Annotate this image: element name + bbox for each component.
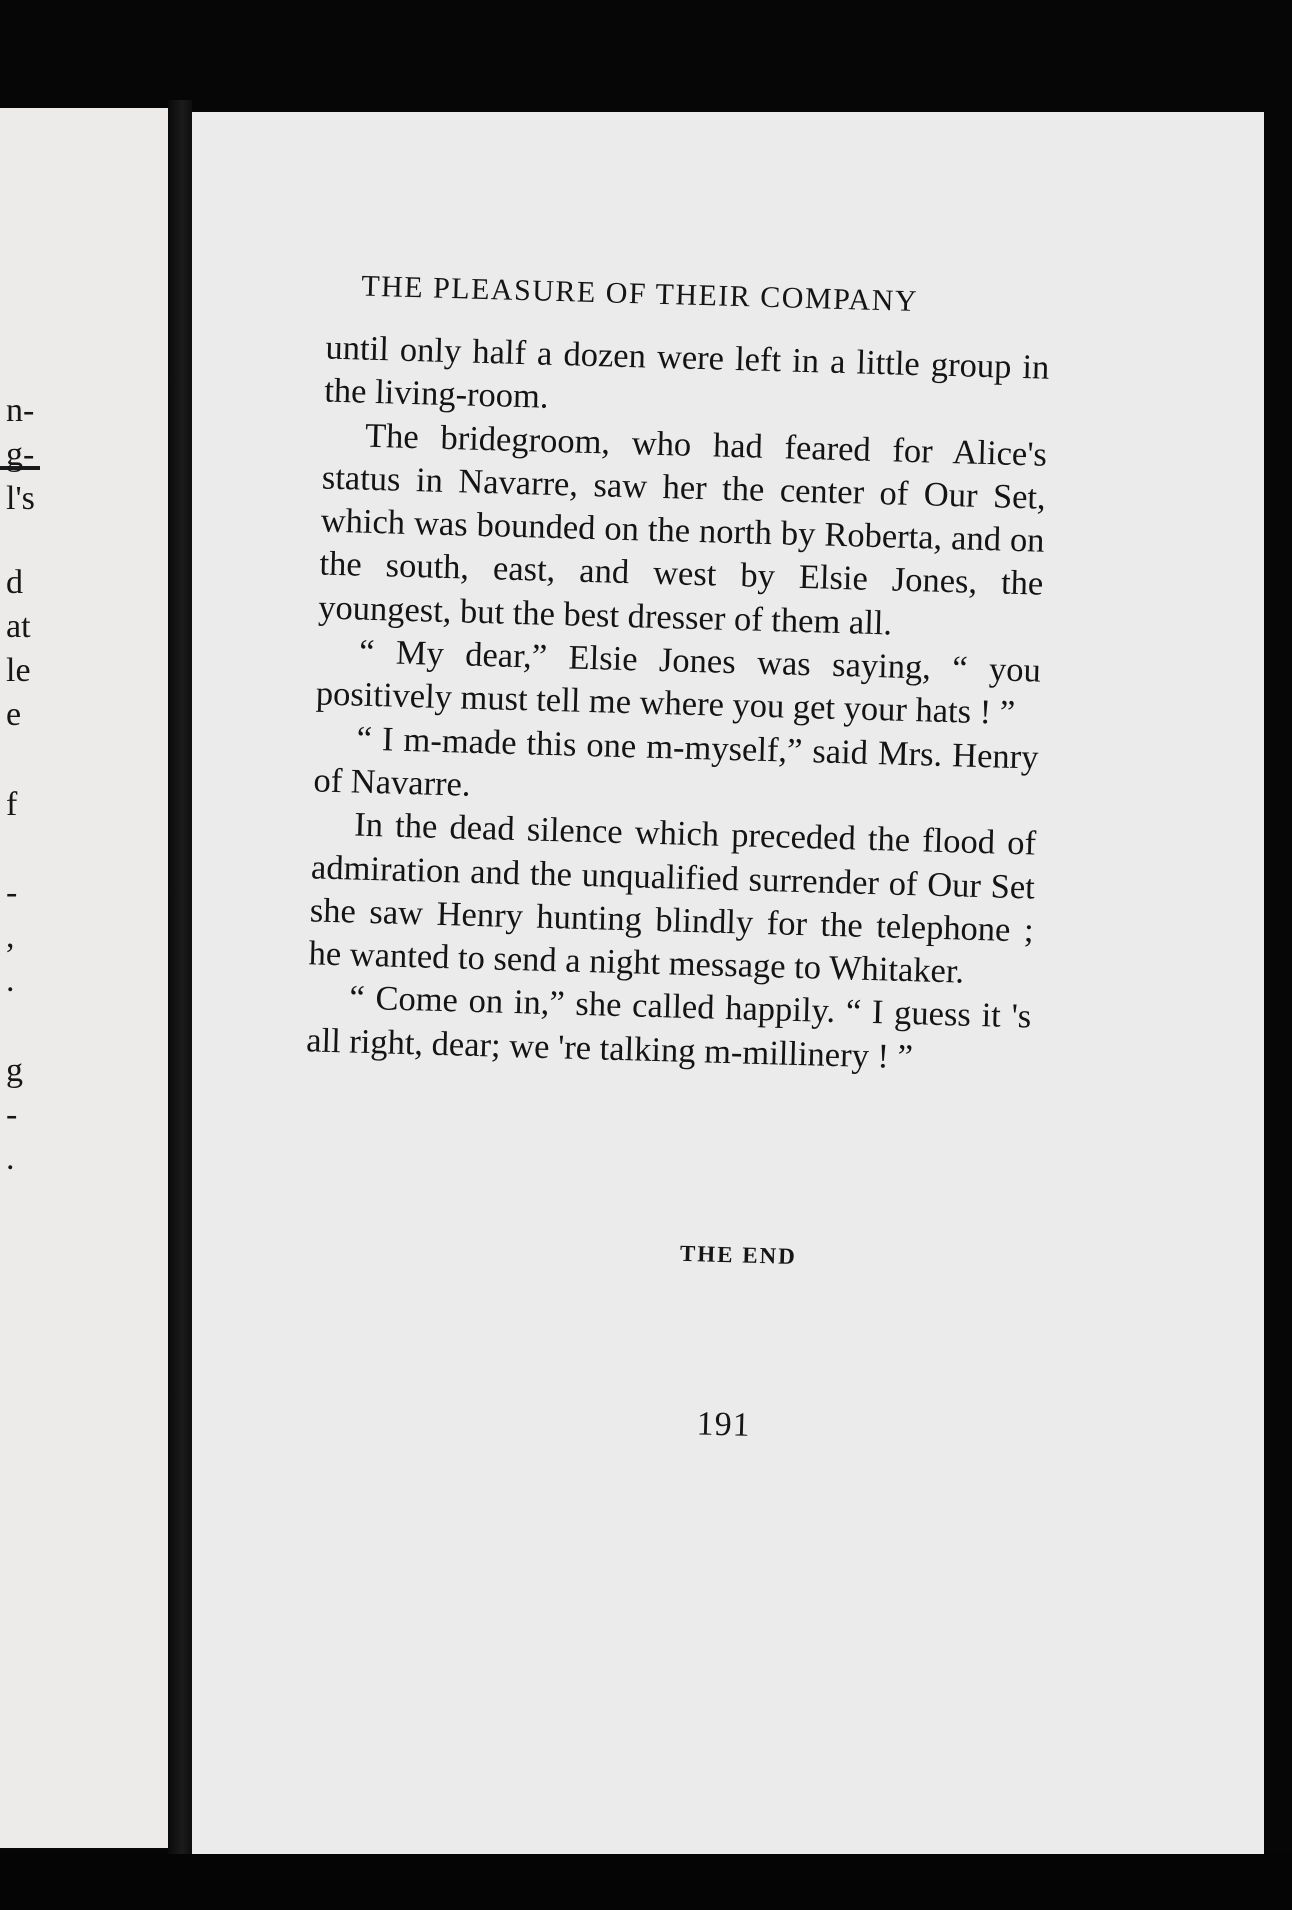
left-page-fragment: g <box>6 1052 23 1089</box>
left-page-fragment: e <box>6 696 22 733</box>
paragraph: “ Come on in,” she called happily. “ I guess it 's all right, dear; we 're talking m-millinery ! ” <box>305 978 1032 1076</box>
body-text <box>306 327 1050 1083</box>
left-page-fragment: d <box>6 564 23 601</box>
left-facing-page <box>0 108 168 1848</box>
page-content <box>192 112 1264 1854</box>
paragraph: “ I m-made this one m-myself,” said Mrs. Henry of Navarre. <box>312 719 1039 804</box>
left-page-fragment: le <box>6 652 31 689</box>
left-page-fragment: g- <box>6 436 35 473</box>
book-page <box>192 112 1264 1854</box>
left-page-fragment: - <box>6 1096 18 1133</box>
left-page-fragment: - <box>6 874 18 911</box>
running-head: THE PLEASURE OF THEIR COMPANY <box>360 269 919 319</box>
paragraph: The bridegroom, who had feared for Alice's status in Navarre, saw her the center of Our Set, which was bounded on the north by Roberta, and on the south, east, and west by Elsie Jones, the youngest, but the best dresser of them all. <box>317 416 1048 643</box>
the-end-label: THE END <box>679 1240 798 1270</box>
page-number: 191 <box>696 1405 752 1444</box>
left-page-fragment: l's <box>6 480 35 517</box>
left-page-fragment: , <box>6 918 15 955</box>
left-page-fragment: n- <box>6 392 35 429</box>
scan-bottom-edge <box>0 1854 1292 1910</box>
paragraph: “ My dear,” Elsie Jones was saying, “ you positively must tell me where you get your hats ! ” <box>315 632 1042 733</box>
paragraph: In the dead silence which preceded the flood of admiration and the unqualified surrender of Our Set she saw Henry hunting blindly for the telephone ; he wanted to send a night message to Whitaker. <box>308 805 1037 991</box>
left-page-fragment: . <box>6 1140 15 1177</box>
left-page-fragment: f <box>6 786 18 823</box>
left-page-fragment: . <box>6 962 15 999</box>
left-page-fragment: at <box>6 608 31 645</box>
book-gutter <box>168 100 192 1860</box>
paragraph: until only half a dozen were left in a little group in the living-room. <box>323 328 1050 417</box>
